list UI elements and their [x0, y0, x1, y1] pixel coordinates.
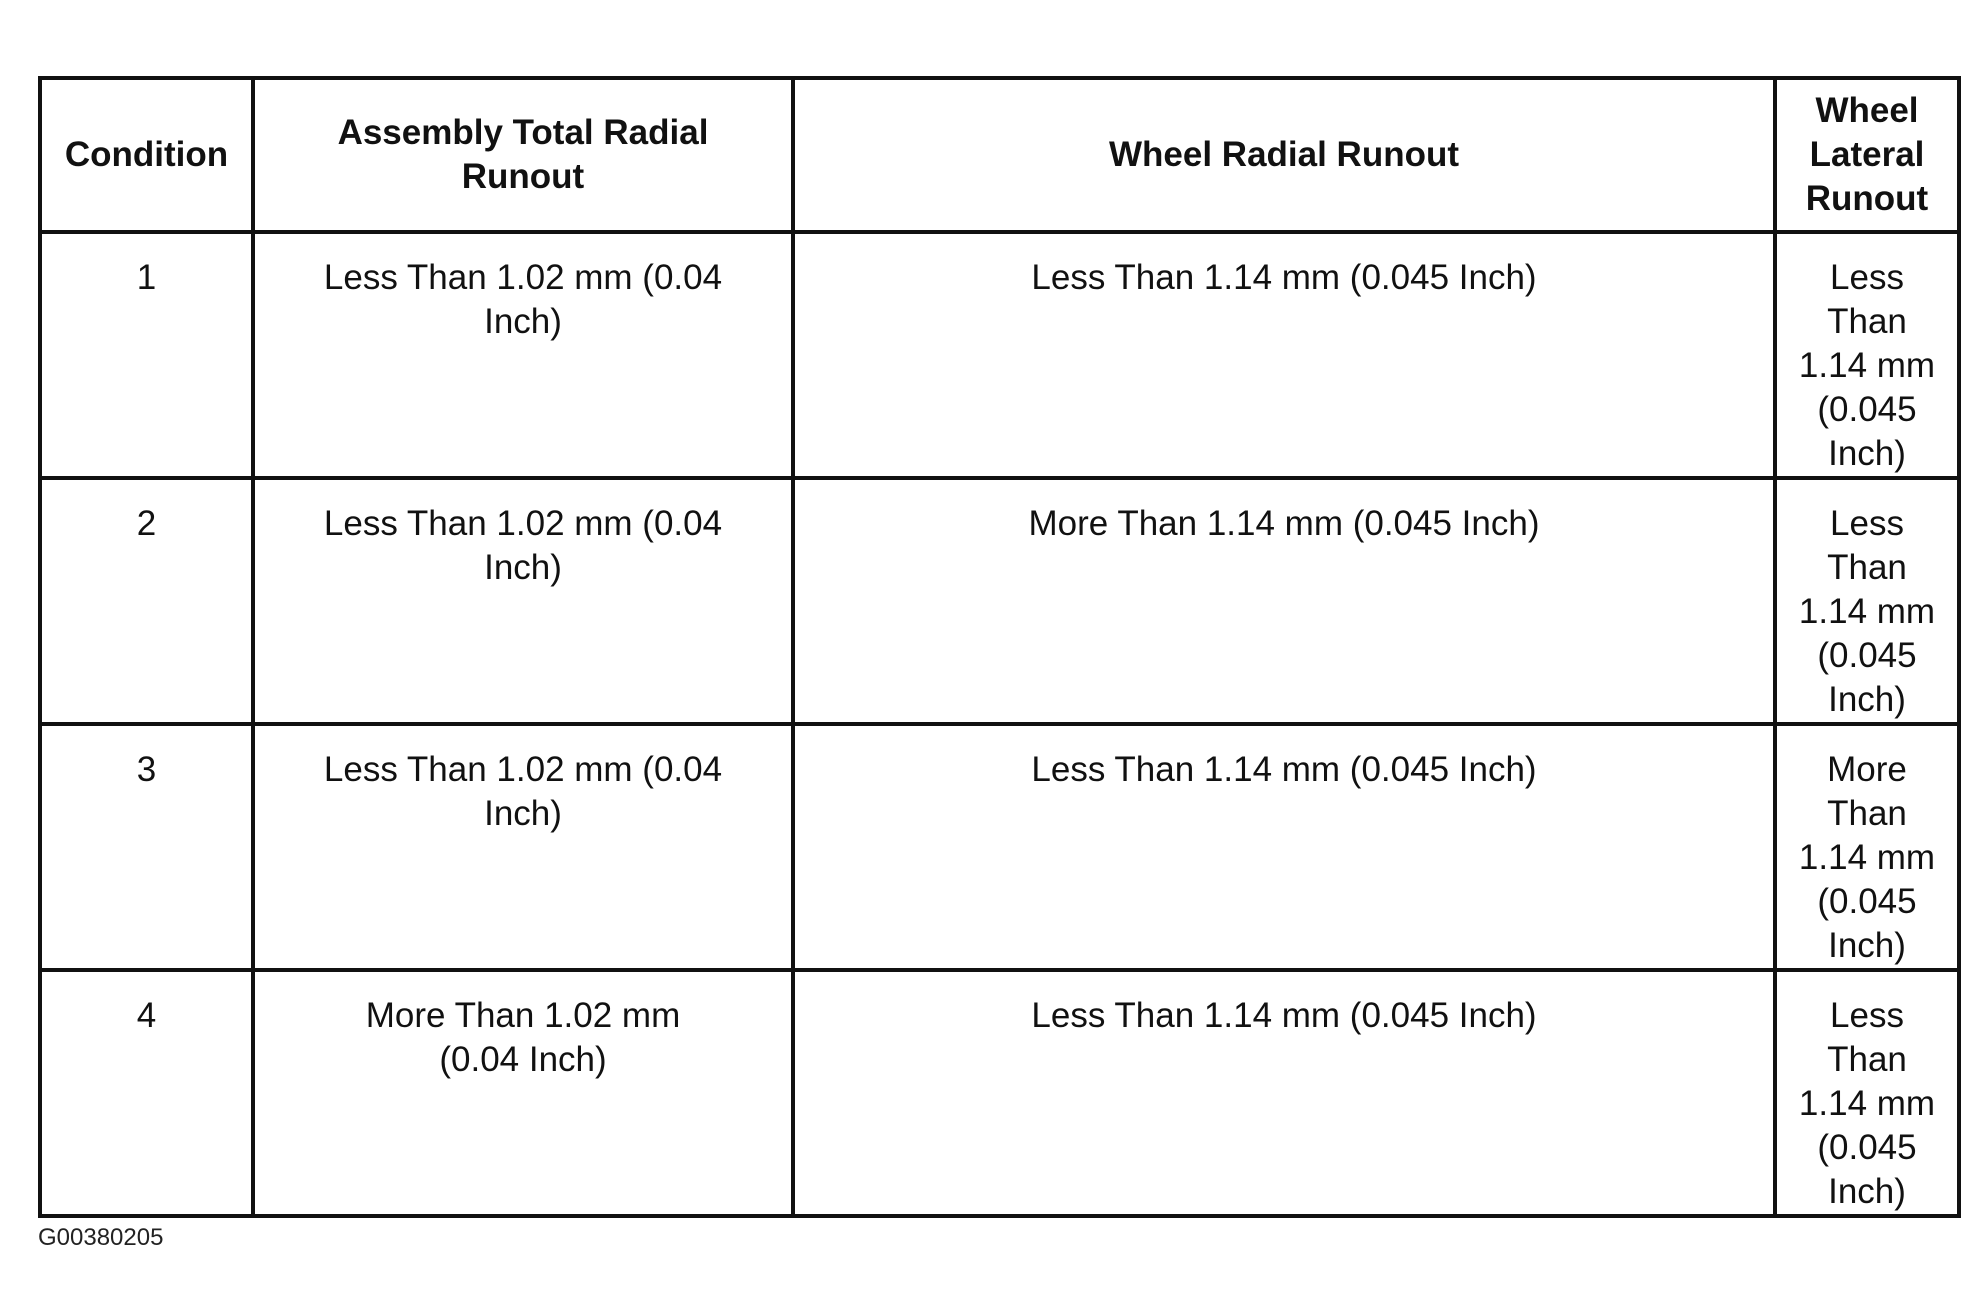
cell-wheel-lateral-text: Less Than 1.14 mm (0.045 Inch)	[1798, 996, 1936, 1211]
cell-wheel-lateral	[1775, 970, 1959, 1216]
cell-wheel-radial: Less Than 1.14 mm (0.045 Inch)	[793, 232, 1775, 478]
cell-condition: 3	[40, 724, 253, 970]
cell-wheel-lateral	[1775, 724, 1959, 970]
header-assembly-total-radial-runout	[253, 78, 793, 232]
cell-assembly-text: Less Than 1.02 mm (0.04 Inch)	[323, 504, 723, 587]
table-row	[40, 724, 1959, 970]
header-wheel-lateral-label: Wheel Lateral Runout	[1805, 91, 1929, 218]
cell-wheel-lateral-text: More Than 1.14 mm (0.045 Inch)	[1798, 750, 1936, 965]
header-row	[40, 78, 1959, 232]
cell-condition: 2	[40, 478, 253, 724]
cell-assembly-text: More Than 1.02 mm (0.04 Inch)	[365, 996, 681, 1079]
cell-wheel-lateral	[1775, 478, 1959, 724]
cell-assembly	[253, 478, 793, 724]
header-condition: Condition	[40, 78, 253, 232]
cell-wheel-lateral-text: Less Than 1.14 mm (0.045 Inch)	[1798, 504, 1936, 719]
cell-condition: 1	[40, 232, 253, 478]
cell-assembly-text: Less Than 1.02 mm (0.04 Inch)	[323, 258, 723, 341]
cell-wheel-lateral-text: Less Than 1.14 mm (0.045 Inch)	[1798, 258, 1936, 473]
table-row	[40, 232, 1959, 478]
header-assembly-label: Assembly Total Radial Runout	[337, 113, 709, 196]
table-row	[40, 970, 1959, 1216]
cell-assembly-text: Less Than 1.02 mm (0.04 Inch)	[323, 750, 723, 833]
runout-table	[38, 76, 1961, 1218]
cell-condition: 4	[40, 970, 253, 1216]
cell-wheel-radial: Less Than 1.14 mm (0.045 Inch)	[793, 970, 1775, 1216]
header-wheel-radial-runout: Wheel Radial Runout	[793, 78, 1775, 232]
cell-assembly	[253, 232, 793, 478]
cell-assembly	[253, 724, 793, 970]
cell-assembly	[253, 970, 793, 1216]
header-wheel-lateral-runout	[1775, 78, 1959, 232]
figure-id: G00380205	[38, 1224, 164, 1251]
table-row	[40, 478, 1959, 724]
cell-wheel-lateral	[1775, 232, 1959, 478]
cell-wheel-radial: Less Than 1.14 mm (0.045 Inch)	[793, 724, 1775, 970]
cell-wheel-radial: More Than 1.14 mm (0.045 Inch)	[793, 478, 1775, 724]
